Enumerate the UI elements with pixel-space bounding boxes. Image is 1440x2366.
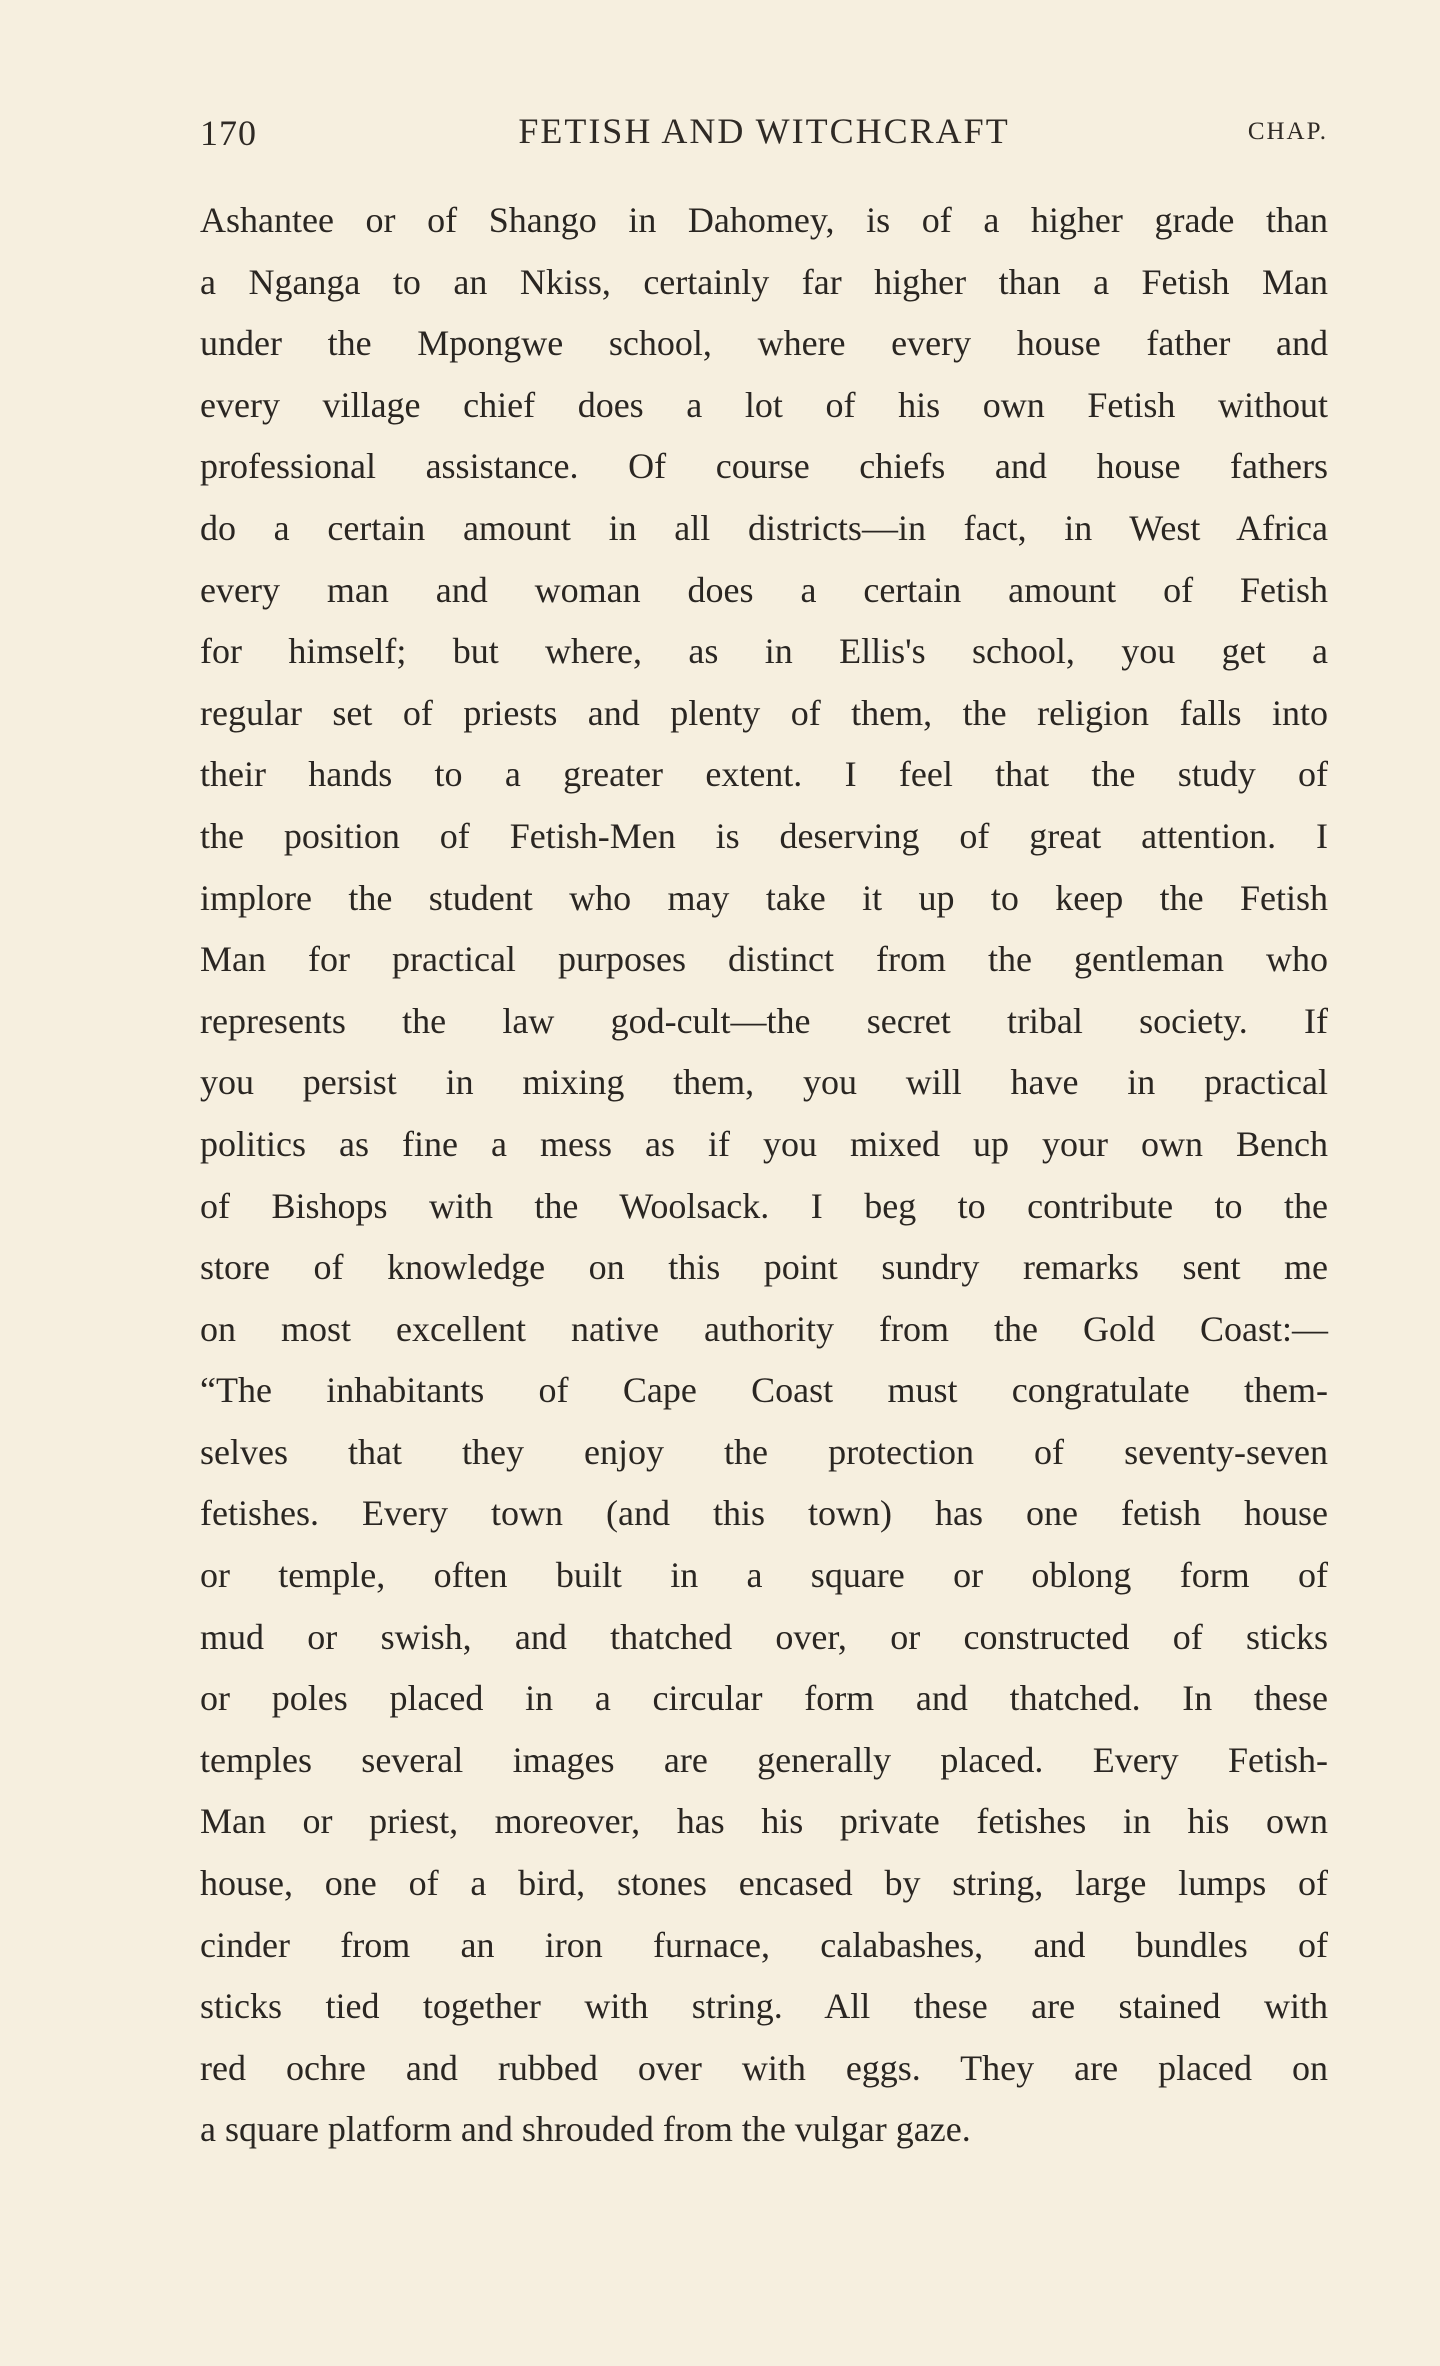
running-head bbox=[200, 108, 1328, 156]
text-line: cinder from an iron furnace, calabashes, and bundles of bbox=[200, 1924, 1328, 1965]
text-line: regular set of priests and plenty of them, the religion falls into bbox=[200, 692, 1328, 733]
text-line: their hands to a greater extent. I feel that the study of bbox=[200, 754, 1328, 795]
text-line: sticks tied together with string. All these are stained with bbox=[200, 1986, 1328, 2027]
text-line: temples several images are generally placed. Every Fetish- bbox=[200, 1739, 1328, 1780]
text-line: implore the student who may take it up to keep the Fetish bbox=[200, 877, 1328, 918]
text-line: a square platform and shrouded from the vulgar gaze. bbox=[200, 2109, 971, 2150]
text-line: professional assistance. Of course chiefs and house fathers bbox=[200, 446, 1328, 487]
text-line: Man or priest, moreover, has his private fetishes in his own bbox=[200, 1801, 1328, 1842]
text-line: Ashantee or of Shango in Dahomey, is of a higher grade than bbox=[200, 200, 1328, 240]
text-line: do a certain amount in all districts—in fact, in West Africa bbox=[200, 507, 1328, 548]
text-line: every man and woman does a certain amount of Fetish bbox=[200, 569, 1328, 610]
text-line: you persist in mixing them, you will have in practical bbox=[200, 1062, 1328, 1103]
text-line: selves that they enjoy the protection of seventy-seven bbox=[200, 1431, 1328, 1472]
chapter-title: FETISH AND WITCHCRAFT bbox=[518, 111, 1010, 151]
text-line: red ochre and rubbed over with eggs. They are placed on bbox=[200, 2047, 1328, 2088]
body-text bbox=[200, 190, 1328, 2161]
text-line: house, one of a bird, stones encased by string, large lumps of bbox=[200, 1863, 1328, 1904]
chap-label: CHAP. bbox=[1247, 118, 1328, 145]
text-line: mud or swish, and thatched over, or constructed of sticks bbox=[200, 1616, 1328, 1657]
text-line: or poles placed in a circular form and thatched. In these bbox=[200, 1678, 1328, 1719]
text-line: of Bishops with the Woolsack. I beg to contribute to the bbox=[200, 1185, 1328, 1226]
text-line: for himself; but where, as in Ellis's school, you get a bbox=[200, 631, 1328, 672]
text-line: Man for practical purposes distinct from the gentleman who bbox=[200, 939, 1328, 980]
text-line: “The inhabitants of Cape Coast must congratulate them- bbox=[200, 1370, 1328, 1411]
text-line: the position of Fetish-Men is deserving of great attention. I bbox=[200, 815, 1328, 856]
text-line: on most excellent native authority from the Gold Coast:— bbox=[200, 1308, 1328, 1349]
text-line: a Nganga to an Nkiss, certainly far higher than a Fetish Man bbox=[200, 261, 1328, 302]
text-line: represents the law god-cult—the secret tribal society. If bbox=[200, 1000, 1328, 1041]
text-line: under the Mpongwe school, where every house father and bbox=[200, 323, 1328, 364]
text-line: or temple, often built in a square or oblong form of bbox=[200, 1555, 1328, 1596]
text-line: every village chief does a lot of his own Fetish without bbox=[200, 384, 1328, 425]
page-number: 170 bbox=[200, 113, 257, 153]
text-line: politics as fine a mess as if you mixed up your own Bench bbox=[200, 1123, 1328, 1164]
text-line: fetishes. Every town (and this town) has one fetish house bbox=[200, 1493, 1328, 1534]
text-line: store of knowledge on this point sundry remarks sent me bbox=[200, 1247, 1328, 1288]
